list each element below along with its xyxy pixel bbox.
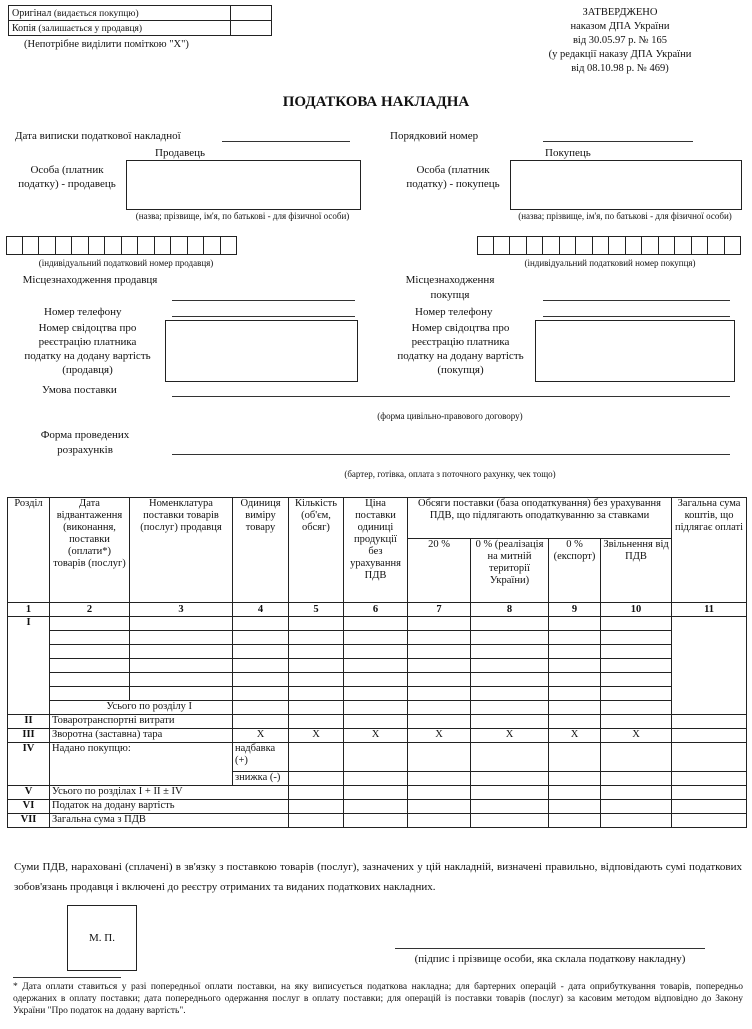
column-number: 6 xyxy=(344,603,408,617)
buyer-name-note: (назва; прізвище, ім'я, по батькові - для фізичної особи) xyxy=(518,211,732,221)
approval-line: наказом ДПА України xyxy=(570,21,670,32)
cell[interactable] xyxy=(344,673,408,687)
cell[interactable] xyxy=(289,772,344,786)
cell[interactable] xyxy=(344,645,408,659)
buyer-name-box[interactable] xyxy=(510,160,742,210)
issue-date-label: Дата виписки податкової накладної xyxy=(15,130,181,142)
cell[interactable] xyxy=(289,645,344,659)
cell[interactable] xyxy=(601,772,672,786)
copy-checkbox[interactable] xyxy=(231,21,272,36)
cell[interactable] xyxy=(344,687,408,701)
cell[interactable] xyxy=(471,659,549,673)
approval-line: (у редакції наказу ДПА України xyxy=(548,49,692,60)
blank-cell xyxy=(471,786,549,800)
payment-form-label: Форма проведених розрахунків xyxy=(40,429,130,456)
column-number: 7 xyxy=(408,603,471,617)
blank-cell xyxy=(289,786,344,800)
cell[interactable] xyxy=(672,715,747,729)
x-mark: Х xyxy=(408,729,471,743)
cell[interactable] xyxy=(672,772,747,786)
signature-field[interactable] xyxy=(395,948,705,949)
seller-tax-id-note: (індивідуальний податковий номер продавця) xyxy=(38,258,214,268)
stamp-label: М. П. xyxy=(89,932,115,944)
original-checkbox[interactable] xyxy=(231,6,272,21)
section-iv-label: IV xyxy=(8,743,50,786)
cell[interactable] xyxy=(233,659,289,673)
column-number: 11 xyxy=(672,603,747,617)
section-ii-label: II xyxy=(8,715,50,729)
approval-line: від 08.10.98 р. № 469) xyxy=(571,63,669,74)
buyer-location-label: Місцезнаходження покупця xyxy=(405,274,495,301)
cell[interactable] xyxy=(549,715,601,729)
cell[interactable] xyxy=(408,743,471,772)
blank-cell xyxy=(601,786,672,800)
buyer-person-label: Особа (платник податку) - покупець xyxy=(406,164,500,190)
cell[interactable] xyxy=(50,645,130,659)
cell[interactable] xyxy=(344,743,408,772)
x-mark: Х xyxy=(471,729,549,743)
cell[interactable] xyxy=(672,743,747,772)
cell[interactable] xyxy=(549,617,601,631)
contract-form-note: (форма цивільно-правового договору) xyxy=(377,411,523,421)
cell[interactable] xyxy=(289,687,344,701)
buyer-phone-field[interactable] xyxy=(543,316,730,317)
cell[interactable] xyxy=(233,673,289,687)
cell[interactable] xyxy=(233,687,289,701)
cell[interactable] xyxy=(672,617,747,715)
cell[interactable] xyxy=(471,743,549,772)
column-number: 3 xyxy=(130,603,233,617)
cell[interactable] xyxy=(130,659,233,673)
column-number: 9 xyxy=(549,603,601,617)
delivery-terms-label: Умова поставки xyxy=(42,384,117,396)
header-exempt: Звільнення від ПДВ xyxy=(601,539,672,603)
cell[interactable] xyxy=(50,687,130,701)
delivery-terms-field[interactable] xyxy=(172,396,730,397)
cell[interactable] xyxy=(549,772,601,786)
section-iv-given: Надано покупцю: xyxy=(52,743,131,754)
blank-cell xyxy=(344,786,408,800)
section-vii-text: Загальна сума з ПДВ xyxy=(50,814,289,828)
seller-tax-id-cells[interactable] xyxy=(6,236,237,255)
column-number: 10 xyxy=(601,603,672,617)
section-ii-text: Товаротранспортні витрати xyxy=(50,715,233,729)
column-number: 2 xyxy=(50,603,130,617)
blank-cell xyxy=(549,814,601,828)
section-vi-label: VI xyxy=(8,800,50,814)
cell[interactable] xyxy=(471,631,549,645)
section-i-total-label: Усього по розділу I xyxy=(50,701,233,715)
cell[interactable] xyxy=(408,617,471,631)
cell[interactable] xyxy=(549,673,601,687)
cell[interactable] xyxy=(471,687,549,701)
blank-cell xyxy=(289,814,344,828)
cell[interactable] xyxy=(672,786,747,800)
buyer-tax-id-cells[interactable] xyxy=(477,236,741,255)
seller-location-field[interactable] xyxy=(172,300,355,301)
cell[interactable] xyxy=(549,701,601,715)
section-iii-text: Зворотна (заставна) тара xyxy=(50,729,233,743)
cell[interactable] xyxy=(289,631,344,645)
cell[interactable] xyxy=(130,631,233,645)
cell[interactable] xyxy=(672,729,747,743)
cell[interactable] xyxy=(344,631,408,645)
blank-cell xyxy=(344,814,408,828)
cell[interactable] xyxy=(672,800,747,814)
blank-cell xyxy=(471,800,549,814)
seller-location-label: Місцезнаходження продавця xyxy=(22,274,158,286)
header-rate-0-domestic: 0 % (реалізація на митній території України) xyxy=(471,539,549,603)
cell[interactable] xyxy=(549,687,601,701)
column-number: 4 xyxy=(233,603,289,617)
cell[interactable] xyxy=(130,645,233,659)
column-number: 8 xyxy=(471,603,549,617)
buyer-location-field[interactable] xyxy=(543,300,730,301)
approval-line: ЗАТВЕРДЖЕНО xyxy=(582,7,658,18)
seller-name-note: (назва; прізвище, ім'я, по батькові - для фізичної особи) xyxy=(135,211,350,221)
section-i-label: I xyxy=(8,617,50,715)
header-total: Загальна сума коштів, що підлягає оплаті xyxy=(672,498,747,603)
cell[interactable] xyxy=(601,659,672,673)
payment-form-note: (бартер, готівка, оплата з поточного рахунку, чек тощо) xyxy=(344,469,556,479)
cell[interactable] xyxy=(50,617,130,631)
serial-number-label: Порядковий номер xyxy=(390,130,479,142)
cell[interactable] xyxy=(289,673,344,687)
original-label: Оригінал (видається покупцю) xyxy=(9,6,231,21)
blank-cell xyxy=(408,786,471,800)
cell[interactable] xyxy=(549,631,601,645)
header-nomenclature: Номенклатура поставки товарів (послуг) продавця xyxy=(130,498,233,603)
cell[interactable] xyxy=(601,673,672,687)
serial-number-field[interactable] xyxy=(543,141,693,142)
section-iv-minus: знижка (-) xyxy=(233,772,289,786)
cell[interactable] xyxy=(233,715,289,729)
issue-date-field[interactable] xyxy=(222,141,350,142)
cell[interactable] xyxy=(601,687,672,701)
blank-cell xyxy=(549,786,601,800)
x-mark: Х xyxy=(233,729,289,743)
cell[interactable] xyxy=(601,617,672,631)
buyer-vat-cert-label: Номер свідоцтва про реєстрацію платника податку на додану вартість (покупця) xyxy=(397,322,524,376)
seller-phone-label: Номер телефону xyxy=(44,306,122,318)
section-v-label: V xyxy=(8,786,50,800)
seller-heading: Продавець xyxy=(155,147,206,159)
mark-note: (Непотрібне виділити поміткою "Х") xyxy=(24,39,189,50)
cell[interactable] xyxy=(549,645,601,659)
header-volume-group: Обсяги поставки (база оподаткування) без урахування ПДВ, що підлягають оподаткуванню за ставками xyxy=(408,498,672,539)
cell[interactable] xyxy=(672,814,747,828)
section-vii-label: VII xyxy=(8,814,50,828)
cell[interactable] xyxy=(50,659,130,673)
stamp-box xyxy=(67,905,137,971)
cell[interactable] xyxy=(549,659,601,673)
blank-cell xyxy=(601,800,672,814)
cell[interactable] xyxy=(601,701,672,715)
cell[interactable] xyxy=(233,701,289,715)
x-mark: Х xyxy=(549,729,601,743)
blank-cell xyxy=(344,800,408,814)
buyer-phone-label: Номер телефону xyxy=(415,306,493,318)
header-date: Дата відвантаження (виконання, поставки (оплати*) товарів (послуг) xyxy=(50,498,130,603)
cell[interactable] xyxy=(233,617,289,631)
cell[interactable] xyxy=(233,645,289,659)
cell[interactable] xyxy=(471,673,549,687)
cell[interactable] xyxy=(130,673,233,687)
blank-cell xyxy=(408,800,471,814)
buyer-vat-cert-box[interactable] xyxy=(535,320,735,382)
cell[interactable] xyxy=(289,617,344,631)
column-number: 1 xyxy=(8,603,50,617)
copy-label: Копія (залишається у продавця) xyxy=(9,21,231,36)
statement-text: Суми ПДВ, нараховані (сплачені) в зв'язку з поставкою товарів (послуг), зазначених у цій накладній, визначені правильно, відповідають сумі податкових зобов'язань продавця і включені до реєстру отриманих та виданих податкових накладних. xyxy=(14,861,742,893)
cell[interactable] xyxy=(471,701,549,715)
cell[interactable] xyxy=(344,715,408,729)
approval-stamp xyxy=(520,6,720,76)
approval-line: від 30.05.97 р. № 165 xyxy=(572,35,668,46)
header-unit: Одиниця виміру товару xyxy=(233,498,289,603)
cell[interactable] xyxy=(408,645,471,659)
invoice-table xyxy=(7,497,747,828)
blank-cell xyxy=(549,800,601,814)
cell[interactable] xyxy=(408,772,471,786)
column-number: 5 xyxy=(289,603,344,617)
cell[interactable] xyxy=(50,673,130,687)
seller-vat-cert-box[interactable] xyxy=(165,320,358,382)
seller-person-label: Особа (платник податку) - продавець xyxy=(18,164,116,190)
section-iii-label: III xyxy=(8,729,50,743)
blank-cell xyxy=(289,800,344,814)
signature-note: (підпис і прізвище особи, яка склала податкову накладну) xyxy=(414,953,686,965)
cell[interactable] xyxy=(408,701,471,715)
footnote-text: * Дата оплати ставиться у разі попередньої оплати поставки, на яку виписується податкова накладна; для бартерних операцій - дата оприбуткування товарів, попередньо одержаних в оплату поставки; дата попереднього одержання послуг в оплату поставки; для операцій із поставки товарів (послуг) за касовим методом відповідно до Закону України "Про податок на додану вартість". xyxy=(13,982,743,1016)
header-price: Ціна поставки одиниці продукції без урахування ПДВ xyxy=(344,498,408,603)
cell[interactable] xyxy=(289,715,344,729)
cell[interactable] xyxy=(408,631,471,645)
cell[interactable] xyxy=(549,743,601,772)
x-mark: Х xyxy=(344,729,408,743)
cell[interactable] xyxy=(601,631,672,645)
cell[interactable] xyxy=(471,645,549,659)
section-v-text: Усього по розділах I + II ± IV xyxy=(50,786,289,800)
footnote-divider xyxy=(13,977,121,978)
cell[interactable] xyxy=(289,659,344,673)
cell[interactable] xyxy=(344,701,408,715)
blank-cell xyxy=(408,814,471,828)
cell[interactable] xyxy=(130,687,233,701)
cell[interactable] xyxy=(344,772,408,786)
cell[interactable] xyxy=(471,772,549,786)
cell[interactable] xyxy=(601,715,672,729)
x-mark: Х xyxy=(601,729,672,743)
cell[interactable] xyxy=(130,617,233,631)
payment-form-field[interactable] xyxy=(172,454,730,455)
cell[interactable] xyxy=(601,743,672,772)
cell[interactable] xyxy=(471,617,549,631)
section-iv-text xyxy=(50,743,233,786)
blank-cell xyxy=(601,814,672,828)
cell[interactable] xyxy=(344,617,408,631)
cell[interactable] xyxy=(471,715,549,729)
section-iv-plus: надбавка (+) xyxy=(233,743,289,772)
header-rate-20: 20 % xyxy=(408,539,471,603)
cell[interactable] xyxy=(408,715,471,729)
document-title: ПОДАТКОВА НАКЛАДНА xyxy=(282,94,470,110)
cell[interactable] xyxy=(289,743,344,772)
x-mark: Х xyxy=(289,729,344,743)
cell[interactable] xyxy=(289,701,344,715)
cell[interactable] xyxy=(50,631,130,645)
cell[interactable] xyxy=(233,631,289,645)
buyer-heading: Покупець xyxy=(545,147,591,159)
original-copy-table xyxy=(8,5,272,36)
header-quantity: Кількість (об'єм, обсяг) xyxy=(289,498,344,603)
seller-name-box[interactable] xyxy=(126,160,361,210)
cell[interactable] xyxy=(601,645,672,659)
seller-vat-cert-label: Номер свідоцтва про реєстрацію платника податку на додану вартість (продавця) xyxy=(24,322,151,376)
blank-cell xyxy=(471,814,549,828)
header-rate-0-export: 0 % (експорт) xyxy=(549,539,601,603)
seller-phone-field[interactable] xyxy=(172,316,355,317)
buyer-tax-id-note: (індивідуальний податковий номер покупця) xyxy=(524,258,696,268)
cell[interactable] xyxy=(408,673,471,687)
header-section: Розділ xyxy=(8,498,50,603)
cell[interactable] xyxy=(408,687,471,701)
section-vi-text: Податок на додану вартість xyxy=(50,800,289,814)
cell[interactable] xyxy=(408,659,471,673)
cell[interactable] xyxy=(344,659,408,673)
